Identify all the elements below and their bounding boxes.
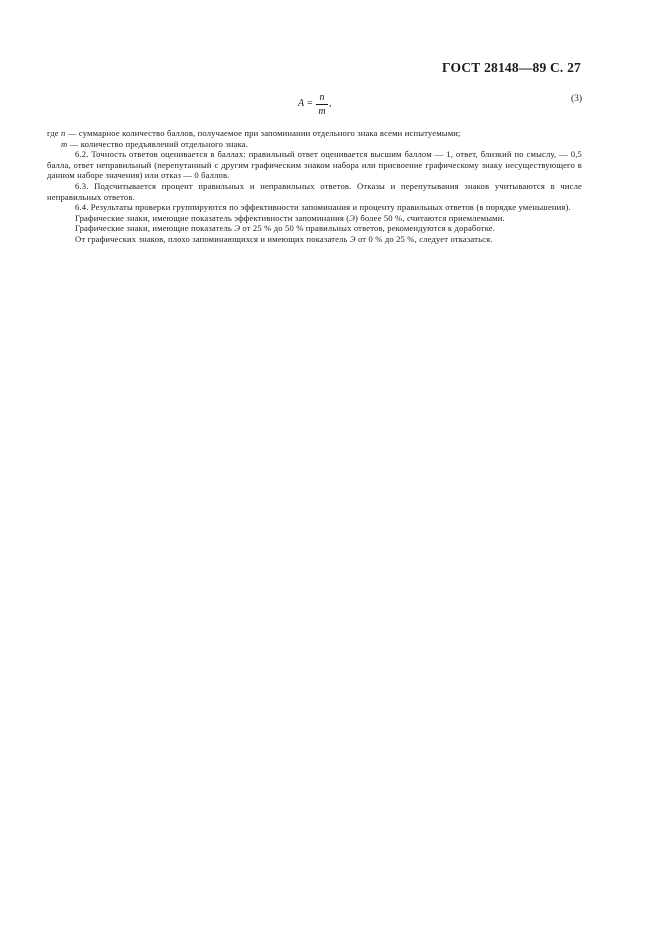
variable-m: m <box>61 138 68 149</box>
paragraph-6-2: 6.2. Точность ответов оценивается в баллах: правильный ответ оценивается высшим баллом — 1, ответ, близкий по смыслу, — 0,5 балла, ответ неправильный (перепутанный с другим графическим знаком набора или присвоение графическому знаку несуществующего в данном наборе значения) или отказ — 0 баллов. <box>47 149 582 181</box>
variable-e: Э <box>349 233 356 244</box>
fraction-bar <box>316 104 328 105</box>
definition-m: m — количество предъявлений отдельного знака. <box>61 138 249 149</box>
paragraph-6-3: 6.3. Подсчитывается процент правильных и неправильных ответов. Отказы и перепутывания знаков учитываются в числе неправильных ответов. <box>47 180 582 202</box>
paragraph-rework: Графические знаки, имеющие показатель Э от 25 % до 50 % правильных ответов, рекомендуются к доработке. <box>75 223 496 234</box>
formula-numerator: n <box>319 92 325 103</box>
paragraph-6-4: 6.4. Результаты проверки группируются по эффективности запоминания и проценту правильных ответов (в порядке уменьшения). <box>75 202 571 213</box>
document-body <box>47 128 582 245</box>
formula-3 <box>0 92 661 122</box>
equation-number: (3) <box>571 94 583 104</box>
formula-lhs: A = <box>298 98 314 109</box>
formula-denominator: m <box>318 106 326 117</box>
page-header: ГОСТ 28148—89 С. 27 <box>442 60 581 75</box>
paragraph-acceptable: Графические знаки, имеющие показатель эффективности запоминания (Э) более 50 %, считаются приемлемыми. <box>75 212 505 223</box>
definition-n: где n — суммарное количество баллов, получаемое при запоминании отдельного знака всеми испытуемыми; <box>47 128 461 138</box>
variable-e: Э <box>234 223 241 234</box>
formula-comma: , <box>329 98 332 109</box>
formula-fraction <box>316 92 328 117</box>
paragraph-reject: От графических знаков, плохо запоминающихся и имеющих показатель Э от 0 % до 25 %, следует отказаться. <box>75 233 493 244</box>
variable-e: Э <box>349 212 356 223</box>
variable-n: n <box>61 128 66 138</box>
